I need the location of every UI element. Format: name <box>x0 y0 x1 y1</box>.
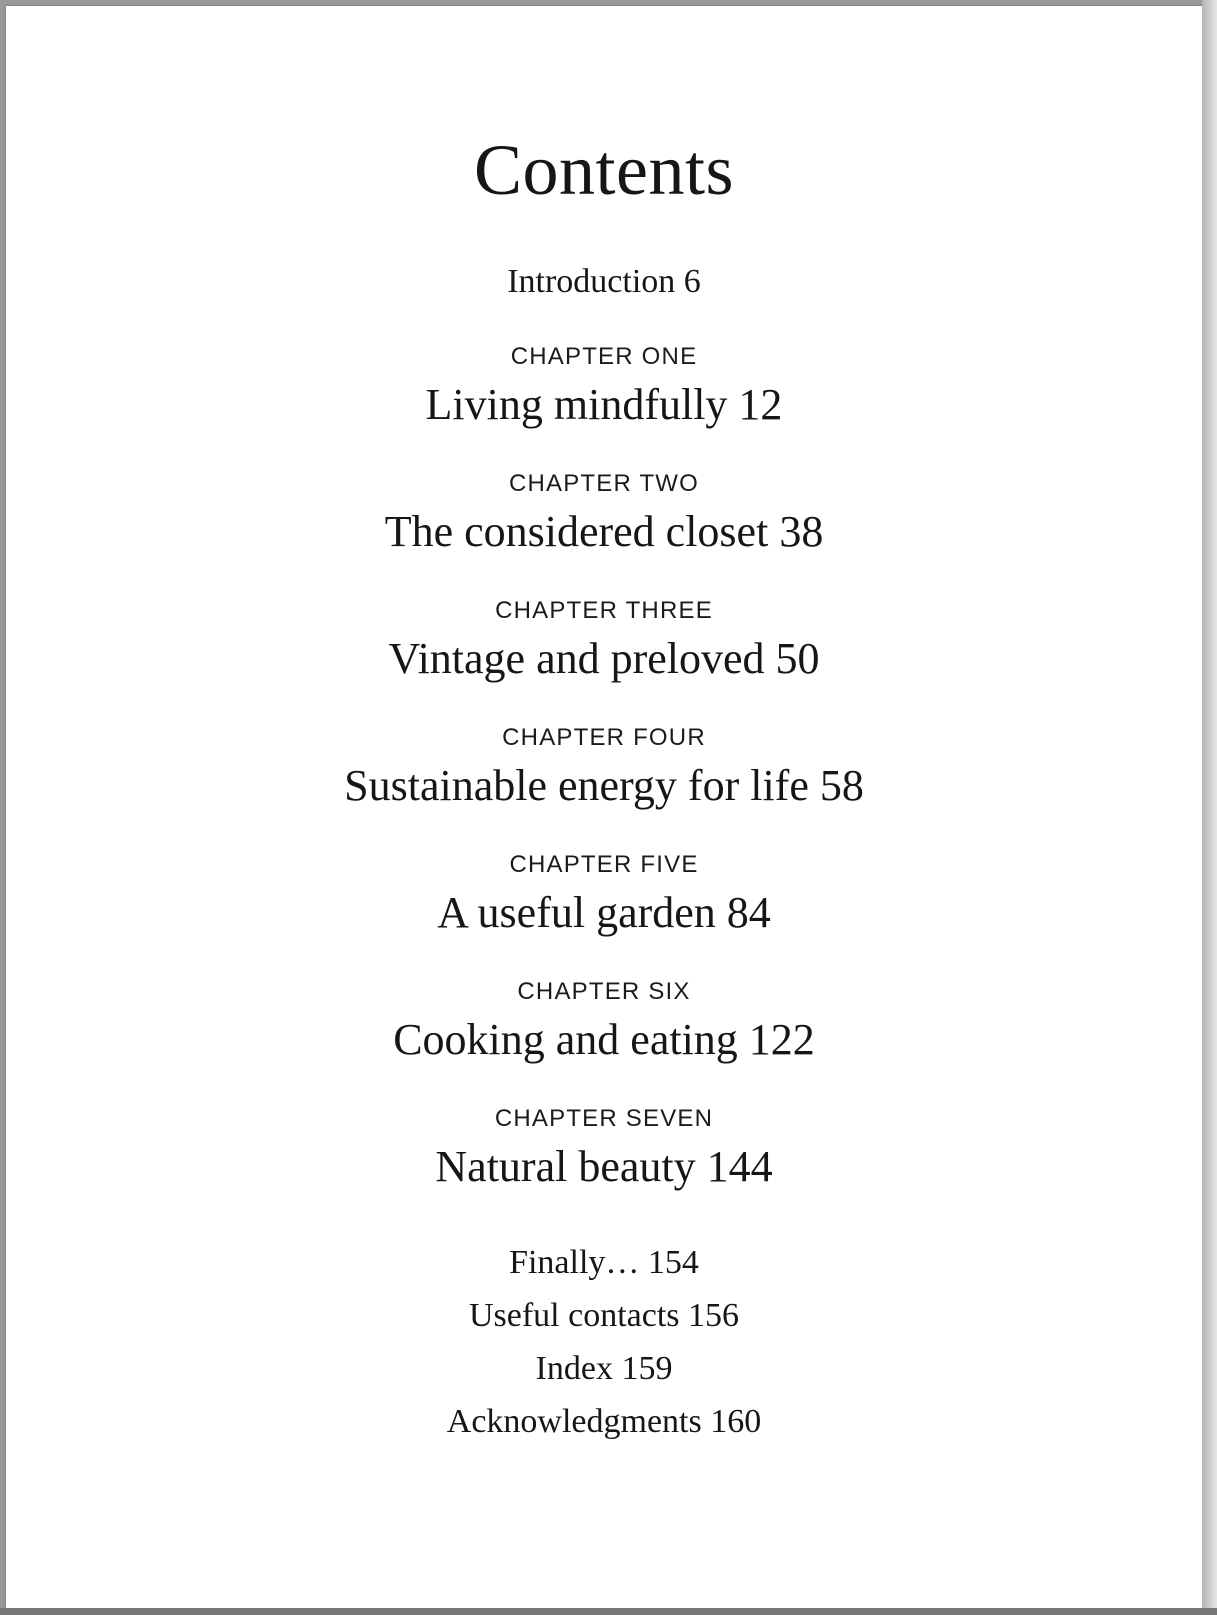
introduction-entry: Introduction 6 <box>507 263 701 300</box>
book-page <box>6 6 1202 1608</box>
back-matter-index: Index 159 <box>535 1350 673 1387</box>
back-matter-useful-contacts: Useful contacts 156 <box>468 1297 740 1334</box>
chapter-label-one: CHAPTER ONE <box>510 343 698 370</box>
chapter-title-seven: Natural beauty 144 <box>435 1142 773 1191</box>
chapter-title-six: Cooking and eating 122 <box>393 1015 815 1064</box>
back-matter-acknowledgments: Acknowledgments 160 <box>446 1403 762 1440</box>
page-edge-bottom <box>0 1608 1217 1615</box>
chapter-label-two: CHAPTER TWO <box>508 470 700 497</box>
chapter-label-three: CHAPTER THREE <box>495 597 713 624</box>
chapter-label-five: CHAPTER FIVE <box>509 851 699 878</box>
page-title: Contents <box>473 130 734 210</box>
chapter-label-seven: CHAPTER SEVEN <box>494 1105 714 1132</box>
chapter-title-five: A useful garden 84 <box>437 888 771 937</box>
chapter-label-six: CHAPTER SIX <box>517 978 691 1005</box>
chapter-title-three: Vintage and preloved 50 <box>388 634 820 683</box>
chapter-title-two: The considered closet 38 <box>384 507 824 556</box>
back-matter-finally: Finally… 154 <box>509 1244 699 1281</box>
chapter-title-one: Living mindfully 12 <box>425 380 783 429</box>
chapter-label-four: CHAPTER FOUR <box>502 724 706 751</box>
chapter-title-four: Sustainable energy for life 58 <box>344 761 864 810</box>
page-edge-right <box>1202 0 1217 1615</box>
